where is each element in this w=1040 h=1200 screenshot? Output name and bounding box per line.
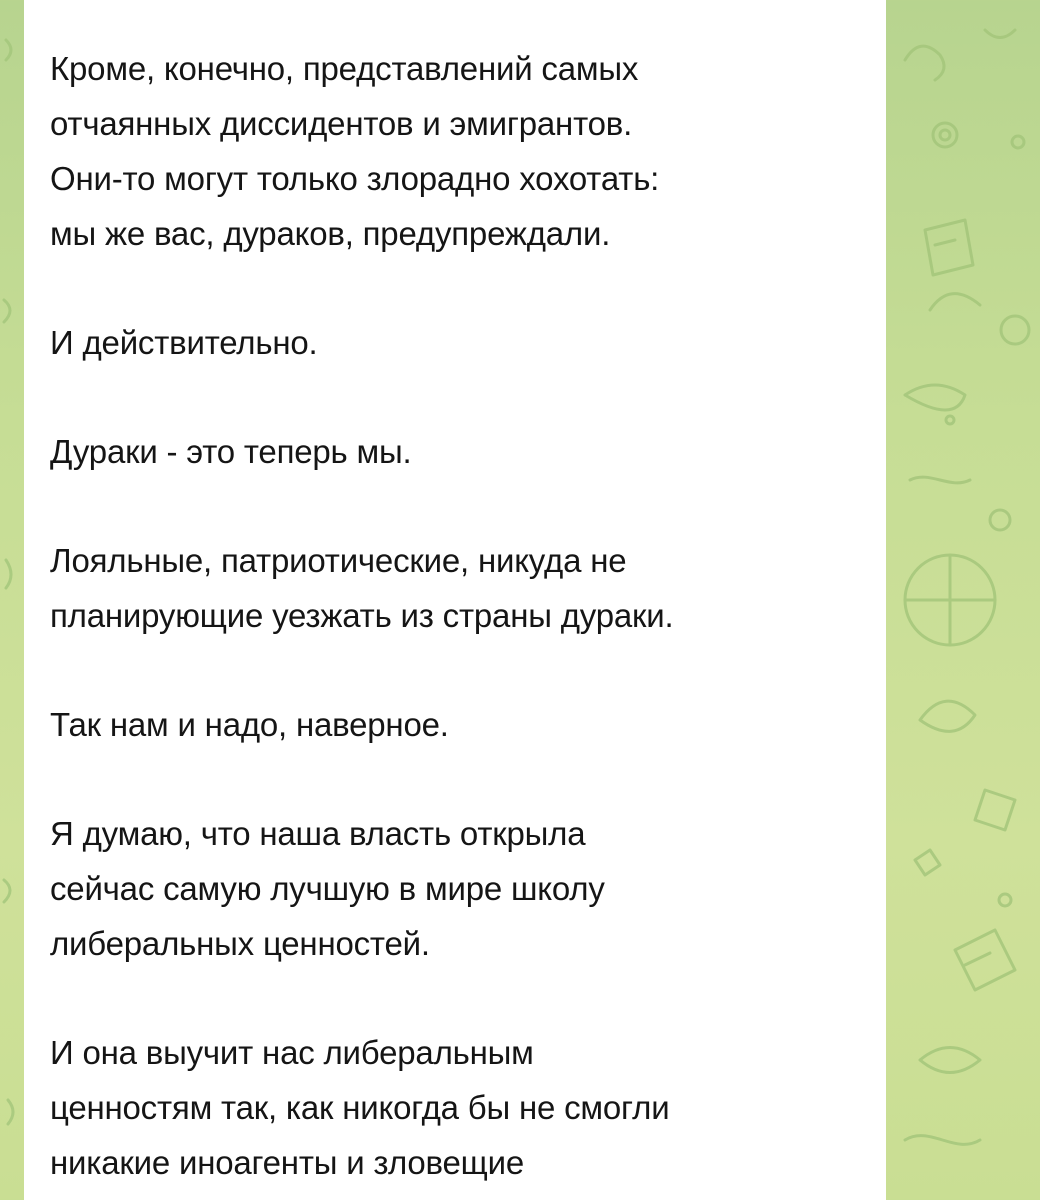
message-paragraph: Я думаю, что наша власть открыла сейчас самую лучшую в мире школу либеральных ценностей.: [50, 815, 605, 962]
message-bubble: [24, 0, 886, 1200]
message-paragraph: Так нам и надо, наверное.: [50, 706, 449, 743]
message-text: [50, 41, 856, 1190]
message-paragraph: Кроме, конечно, представлений самых отчаянных диссидентов и эмигрантов. Они-то могут только злорадно хохотать: мы же вас, дураков, предупреждали.: [50, 50, 660, 252]
message-paragraph: И она выучит нас либеральным ценностям так, как никогда бы не смогли никакие иноагенты и зловещие: [50, 1034, 670, 1181]
message-paragraph: Лояльные, патриотические, никуда не планирующие уезжать из страны дураки.: [50, 542, 674, 634]
message-paragraph: Дураки - это теперь мы.: [50, 433, 412, 470]
message-paragraph: И действительно.: [50, 324, 318, 361]
